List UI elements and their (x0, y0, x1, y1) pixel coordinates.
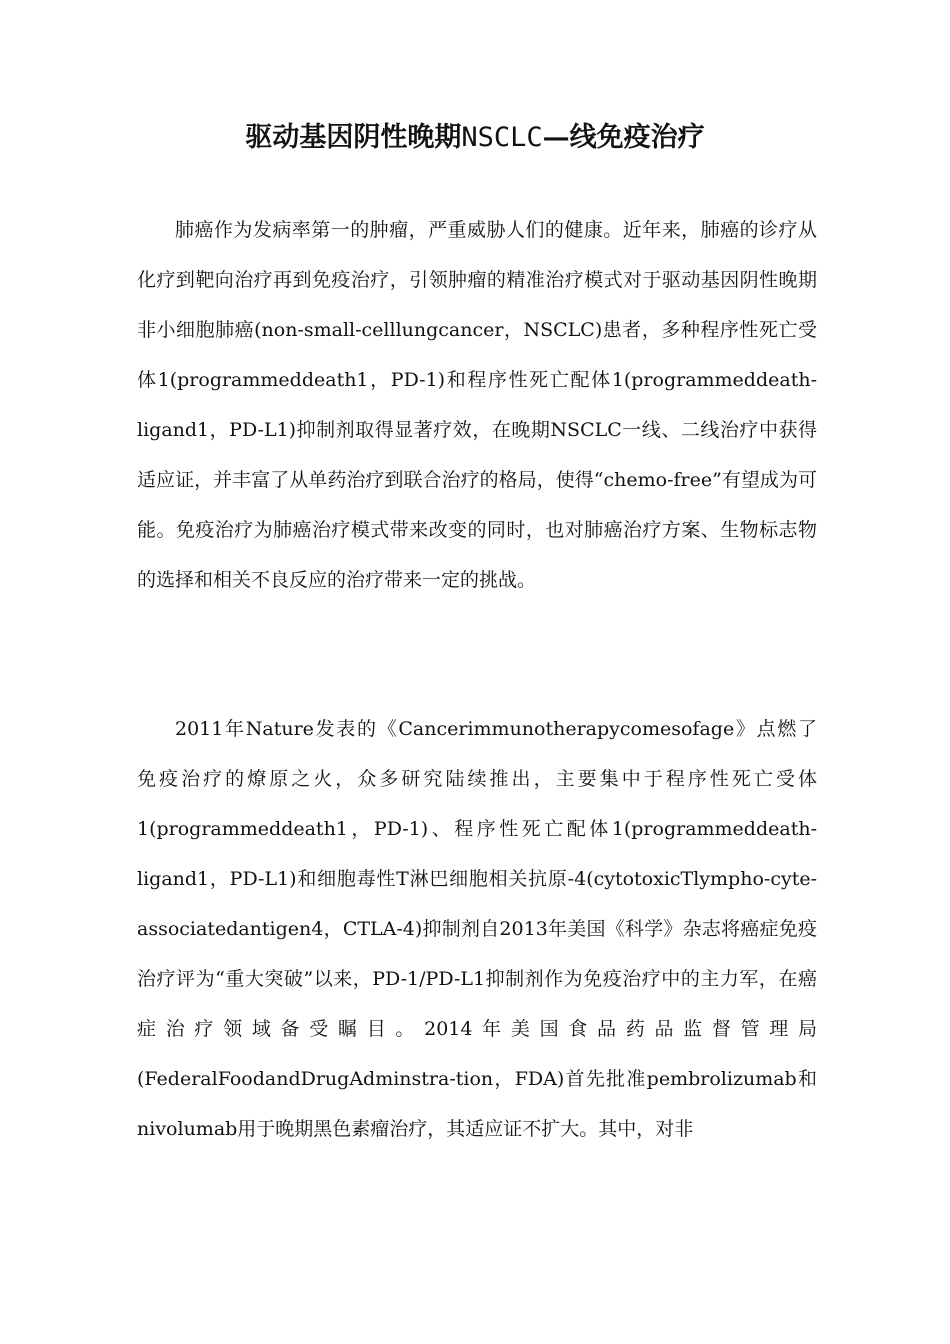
title-latin-part: NSCLC (461, 122, 543, 153)
paragraph-1: 肺癌作为发病率第一的肿瘤，严重威胁人们的健康。近年来，肺癌的诊疗从化疗到靶向治疗再到免疫治疗，引领肿瘤的精准治疗模式对于驱动基因阴性晚期非小细胞肺癌(non-small-celllungcancer，NSCLC)患者，多种程序性死亡受体1(programmeddeath1，PD-1)和程序性死亡配体1(programmeddeath-ligand1，PD-L1)抑制剂取得显著疗效，在晚期NSCLC一线、二线治疗中获得适应证，并丰富了从单药治疗到联合治疗的格局，使得“chemo-free”有望成为可能。免疫治疗为肺癌治疗模式带来改变的同时，也对肺癌治疗方案、生物标志物的选择和相关不良反应的治疗带来一定的挑战。 (137, 219, 817, 591)
paragraph-2: 2011年Nature发表的《Cancerimmunotherapycomesofage》点燃了免疫治疗的燎原之火，众多研究陆续推出，主要集中于程序性死亡受体1(programmeddeath1，PD-1)、程序性死亡配体1(programmeddeath-ligand1，PD-L1)和细胞毒性T淋巴细胞相关抗原-4(cytotoxicTlympho-cyte-associatedantigen4，CTLA-4)抑制剂自2013年美国《科学》杂志将癌症免疫治疗评为“重大突破”以来，PD-1/PD-L1抑制剂作为免疫治疗中的主力军，在癌症治疗领域备受瞩目。2014年美国食品药品监督管理局(FederalFoodandDrugAdminstra-tion，FDA)首先批准pembrolizumab和nivolumab用于晚期黑色素瘤治疗，其适应证不扩大。其中，对非 (137, 718, 817, 1140)
title-part-1: 驱动基因阴性晚期 (245, 122, 462, 153)
document-title (0, 118, 950, 158)
title-part-2: —线免疫治疗 (542, 122, 705, 153)
